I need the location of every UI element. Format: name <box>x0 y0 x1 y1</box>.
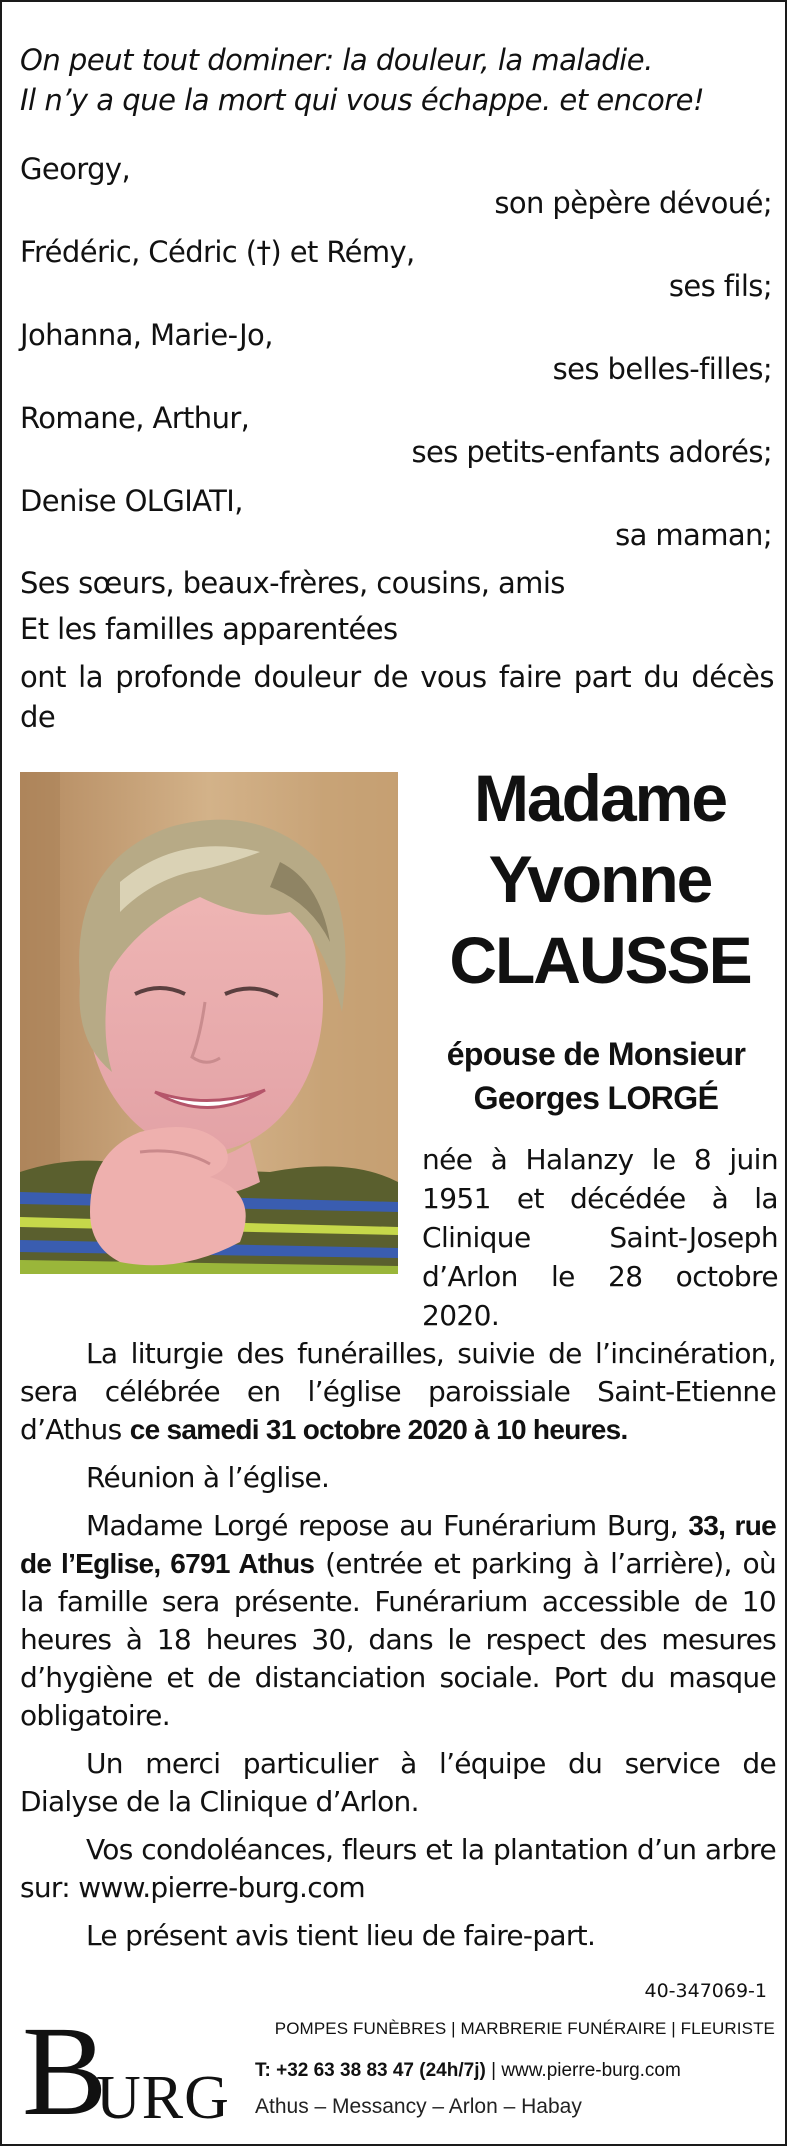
family-name-4: Denise OLGIATI, <box>20 484 243 518</box>
quote-line-2: Il n’y a que la mort qui vous échappe. et encore! <box>20 83 705 117</box>
contact-separator: | <box>491 2060 497 2081</box>
paragraph-thanks: Un merci particulier à l’équipe du service de Dialyse de la Clinique d’Arlon. <box>20 1747 776 1818</box>
burg-logo <box>22 2010 232 2128</box>
birth-death-info: née à Halanzy le 8 juin 1951 et décédée à la Clinique Saint-Joseph d’Arlon le 28 octobre 2020. <box>422 1143 778 1332</box>
family-name-2: Johanna, Marie-Jo, <box>20 318 273 352</box>
others-line-2: Et les familles apparentées <box>20 612 398 646</box>
logo-letter-b: B <box>22 2010 108 2128</box>
family-name-0: Georgy, <box>20 152 131 186</box>
deceased-first-name: Yvonne <box>488 842 712 916</box>
portrait-illustration <box>20 772 398 1274</box>
family-relation-1: ses fils; <box>668 269 772 303</box>
paragraph-funeral-home: Madame Lorgé repose au Funérarium Burg, 33, rue de l’Eglise, 6791 Athus (entrée et parking à l’arrière), où la famille sera présente. Funérarium accessible de 10 heures à 18 heures 30, dans le respect des mesures d’hygiène et de distanciation sociale. Port du masque obligatoire. <box>20 1509 777 1732</box>
deceased-last-name: CLAUSSE <box>449 923 751 997</box>
website-link[interactable]: www.pierre-burg.com <box>501 2060 681 2081</box>
paragraph-liturgy: La liturgie des funérailles, suivie de l’incinération, sera célébrée en l’église paroissiale Saint-Etienne d’Athus ce samedi 31 octobre 2020 à 10 heures. <box>20 1337 776 1446</box>
availability: (24h/7j) <box>419 2060 486 2081</box>
family-relation-0: son pèpère dévoué; <box>494 186 772 220</box>
family-relation-2: ses belles-filles; <box>552 352 772 386</box>
funeral-details <box>20 1335 776 1965</box>
announcement-line: ont la profonde douleur de vous faire part du décès de <box>20 660 774 734</box>
portrait-photo <box>20 772 398 1274</box>
funeral-date: ce samedi 31 octobre 2020 à 10 heures. <box>129 1414 628 1445</box>
burg-logo-mark <box>22 2010 232 2128</box>
contact-line <box>255 2060 775 2082</box>
services-line: POMPES FUNÈBRES | MARBRERIE FUNÉRAIRE | FLEURISTE <box>274 2019 775 2038</box>
paragraph-meeting: Réunion à l’église. <box>86 1461 330 1494</box>
family-name-1: Frédéric, Cédric (†) et Rémy, <box>20 235 415 269</box>
paragraph-notice: Le présent avis tient lieu de faire-part. <box>86 1919 596 1952</box>
deceased-title: Madame <box>473 761 727 835</box>
paragraph-condolences: Vos condoléances, fleurs et la plantation d’un arbre sur: www.pierre-burg.com <box>20 1833 776 1904</box>
reference-number: 40-347069-1 <box>644 1980 767 2002</box>
family-name-3: Romane, Arthur, <box>20 401 250 435</box>
phone-number: T: +32 63 38 83 47 <box>255 2060 414 2081</box>
funeral-home-address: 33, rue de l’Eglise, 6791 Athus <box>20 1510 776 1579</box>
spouse-line-1: épouse de Monsieur <box>446 1036 746 1072</box>
others-line-1: Ses sœurs, beaux-frères, cousins, amis <box>20 566 565 600</box>
spouse-info <box>414 1032 778 1120</box>
epigraph-quote <box>20 40 780 120</box>
locations-line: Athus – Messancy – Arlon – Habay <box>255 2095 582 2118</box>
spouse-line-2: Georges LORGÉ <box>473 1080 719 1116</box>
family-relation-4: sa maman; <box>615 518 772 552</box>
family-relation-3: ses petits-enfants adorés; <box>411 435 772 469</box>
quote-line-1: On peut tout dominer: la douleur, la maladie. <box>20 43 653 77</box>
logo-letters-urg: URG <box>96 2064 230 2128</box>
